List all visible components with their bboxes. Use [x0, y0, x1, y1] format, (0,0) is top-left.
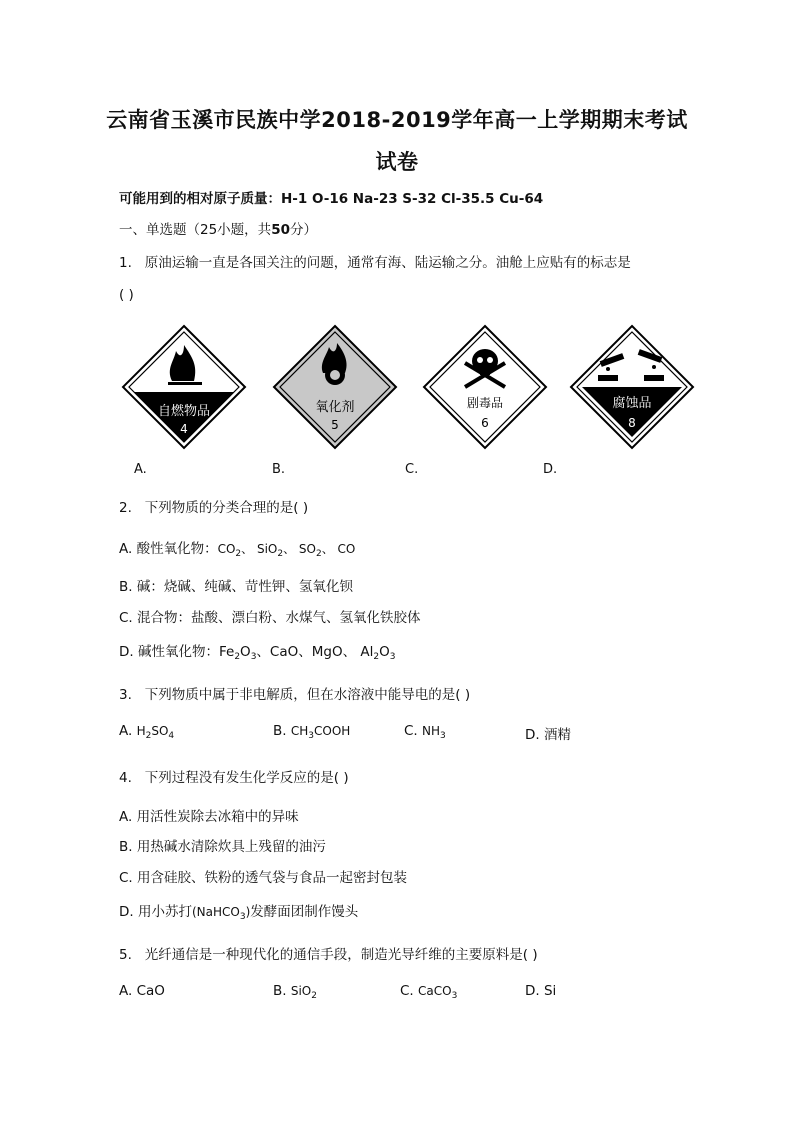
sign-class-number: 6	[481, 416, 489, 430]
hazard-sign-toxic	[421, 323, 549, 451]
question-4-option-c: C. 用含硅胶、铁粉的透气袋与食品一起密封包装	[119, 870, 408, 886]
question-3-option-b: B. $CH_3COOH$	[273, 723, 351, 741]
question-1-paren: ( )	[119, 287, 134, 303]
option-b-label: B.	[272, 462, 286, 477]
title-line-2: 试卷	[375, 150, 419, 174]
question-2-option-b: B. 碱：烧碱、纯碱、苛性钾、氢氧化钡	[119, 579, 353, 595]
question-2: 2. 下列物质的分类合理的是( )	[119, 500, 309, 516]
hazard-sign-oxidizer	[271, 323, 399, 451]
option-d-label: D.	[543, 462, 558, 477]
question-text: 原油运输一直是各国关注的问题，通常有海、陆运输之分。油舱上应贴有的标志是	[144, 255, 631, 271]
question-4-option-d: D. 用小苏打(NaHCO$_3$)发酵面团制作馒头	[119, 904, 359, 922]
hazard-sign-flammable	[120, 323, 248, 451]
question-4-option-b: B. 用热碱水清除炊具上残留的油污	[119, 839, 326, 855]
question-5-option-a: A. CaO	[119, 983, 165, 999]
question-4-option-a: A. 用活性炭除去冰箱中的异味	[119, 809, 299, 825]
sign-label: 剧毒品	[466, 396, 504, 410]
option-a-label: A.	[134, 462, 147, 477]
question-number: 1.	[119, 255, 132, 271]
question-5-option-c: C. CaCO$_3$	[400, 983, 458, 1001]
question-5: 5. 光纤通信是一种现代化的通信手段，制造光导纤维的主要原料是( )	[119, 947, 538, 963]
question-3-option-d: D. 酒精	[525, 727, 571, 743]
question-2-option-a: A. 酸性氧化物：$CO_2$、 SiO$_2$、 $SO_2$、 CO	[119, 541, 356, 559]
sign-label: 腐蚀品	[612, 396, 652, 411]
question-2-option-d: D. 碱性氧化物：$Fe_2O_3$、CaO、MgO、 $Al_2O_3$	[119, 644, 396, 662]
sign-class-number: 8	[628, 416, 636, 430]
hazard-sign-corrosive	[568, 323, 696, 451]
title-line-1: 云南省玉溪市民族中学2018-2019学年高一上学期期末考试	[106, 108, 688, 132]
question-1	[119, 251, 631, 271]
question-5-option-b: B. SiO$_2$	[273, 983, 317, 1001]
question-3: 3. 下列物质中属于非电解质，但在水溶液中能导电的是( )	[119, 687, 471, 703]
sign-class-number: 5	[331, 418, 339, 432]
question-4: 4. 下列过程没有发生化学反应的是( )	[119, 770, 349, 786]
sign-label: 自燃物品	[157, 404, 211, 419]
atomic-mass-line: 可能用到的相对原子质量：H-1 O-16 Na-23 S-32 Cl-35.5 Cu-64	[119, 191, 544, 207]
question-2-option-c: C. 混合物：盐酸、漂白粉、水煤气、氢氧化铁胶体	[119, 610, 421, 626]
option-c-label: C.	[405, 462, 419, 477]
question-3-option-c: C. $NH_3$	[404, 723, 446, 741]
sign-label: 氧化剂	[315, 400, 355, 415]
question-3-option-a: A. $H_2SO_4$	[119, 723, 175, 741]
sign-class-number: 4	[180, 422, 188, 436]
question-5-option-d: D. Si	[525, 983, 557, 999]
section-heading: 一、单选题（25小题，共50分）	[119, 222, 317, 238]
